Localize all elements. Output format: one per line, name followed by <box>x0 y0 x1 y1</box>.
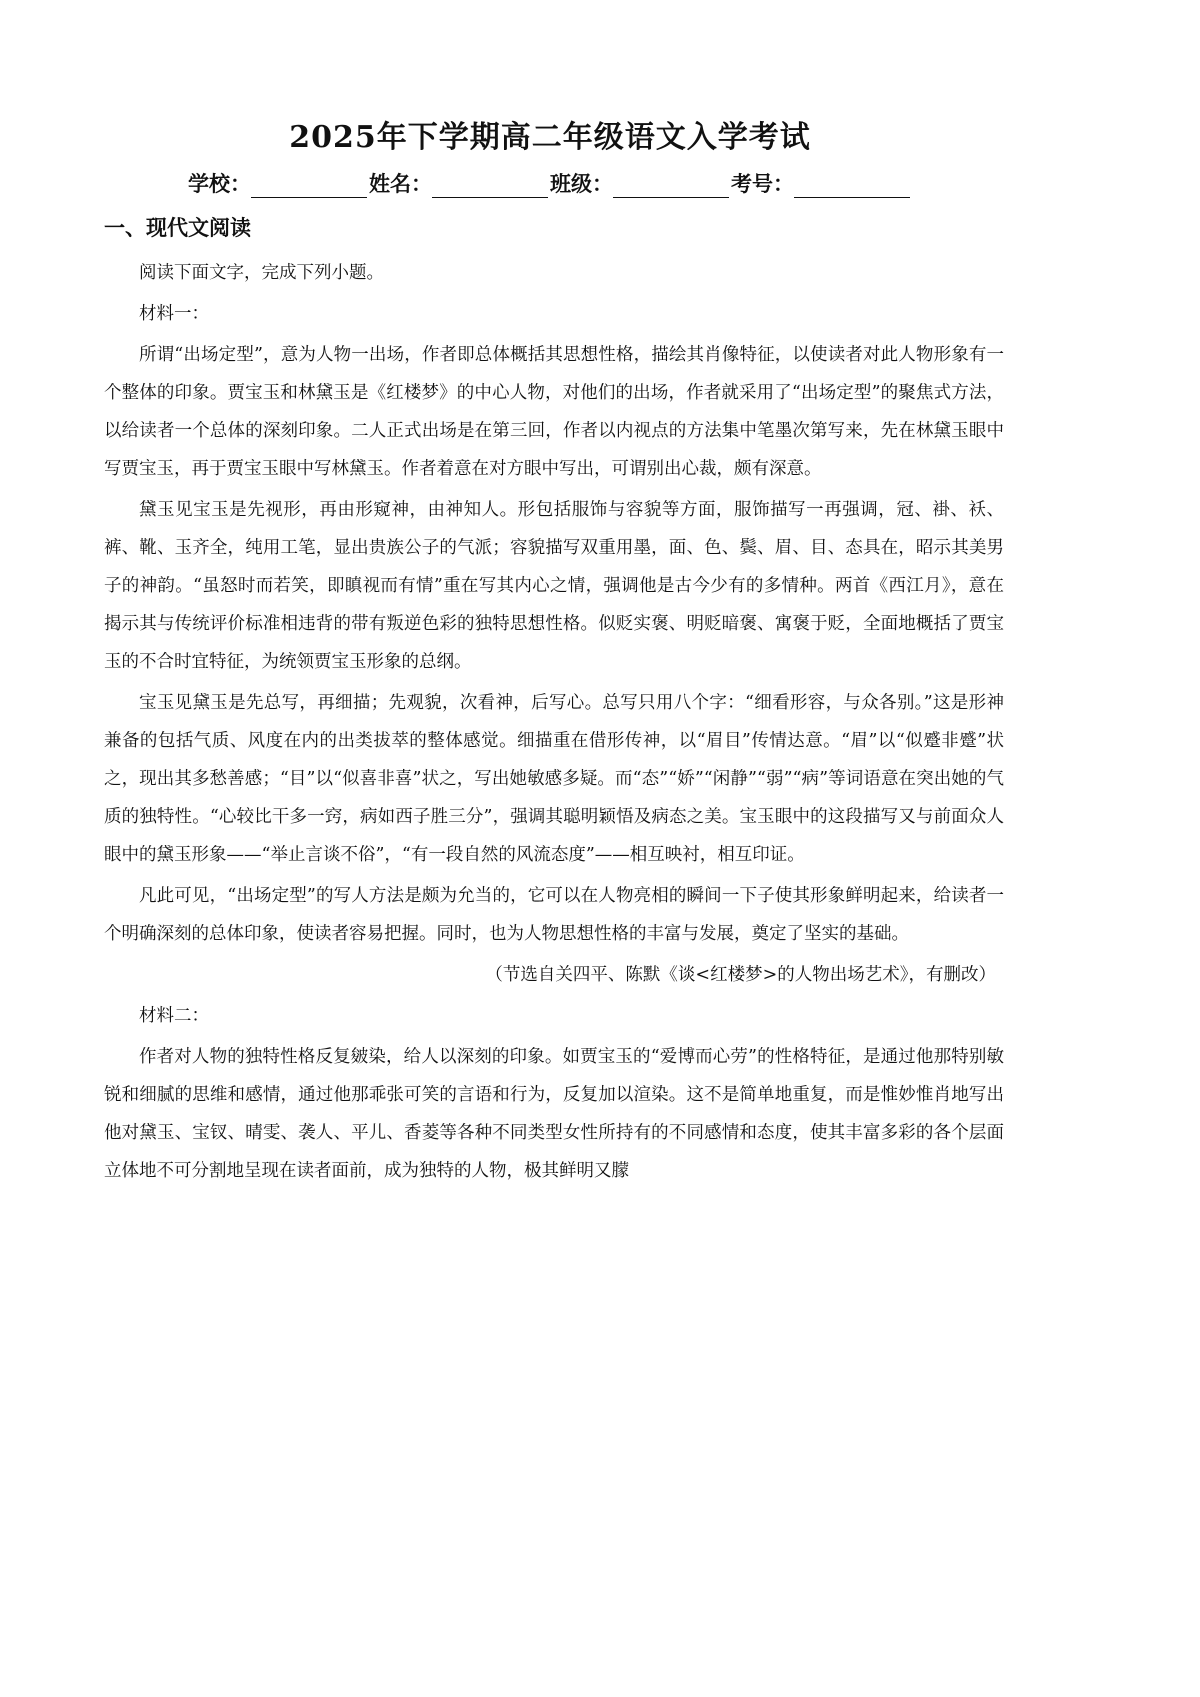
material-1-source: （节选自关四平、陈默《谈<红楼梦>的人物出场艺术》，有删改） <box>485 965 996 985</box>
name-label: 姓名： <box>369 171 432 196</box>
material-2-paragraph: 作者对人物的独特性格反复皴染，给人以深刻的印象。如贾宝玉的“爱博而心劳”的性格特征，是通过他那特别敏锐和细腻的思维和感情，通过他那乖张可笑的言语和行为，反复加以渲染。这不是简单地重复，而是惟妙惟肖地写出他对黛玉、宝钗、晴雯、袭人、平儿、香菱等各种不同类型女性所持有的不同感情和态度，使其丰富多彩的各个层面立体地不可分割地呈现在读者面前，成为独特的人物，极其鲜明又朦 <box>104 1047 1004 1181</box>
material-1-paragraph: 所谓“出场定型”，意为人物一出场，作者即总体概括其思想性格，描绘其肖像特征，以使读者对此人物形象有一个整体的印象。贾宝玉和林黛玉是《红楼梦》的中心人物，对他们的出场，作者就采用了“出场定型”的聚焦式方法，以给读者一个总体的深刻印象。二人正式出场是在第三回，作者以内视点的方法集中笔墨次第写来，先在林黛玉眼中写贾宝玉，再于贾宝玉眼中写林黛玉。作者着意在对方眼中写出，可谓别出心裁，颇有深意。 <box>104 345 1004 479</box>
material-1-paragraph: 宝玉见黛玉是先总写，再细描；先观貌，次看神，后写心。总写只用八个字：“细看形容，与众各别。”这是形神兼备的包括气质、风度在内的出类拔萃的整体感觉。细描重在借形传神，以“眉目”传情达意。“眉”以“似蹙非蹙”状之，现出其多愁善感；“目”以“似喜非喜”状之，写出她敏感多疑。而“态”“娇”“闲静”“弱”“病”等词语意在突出她的气质的独特性。“心较比干多一窍，病如西子胜三分”，强调其聪明颖悟及病态之美。宝玉眼中的这段描写又与前面众人眼中的黛玉形象——“举止言谈不俗”，“有一段自然的风流态度”——相互映衬，相互印证。 <box>104 693 1004 865</box>
student-info-row <box>0 168 1100 198</box>
instruction-text: 阅读下面文字，完成下列小题。 <box>139 263 384 283</box>
section-heading: 一、现代文阅读 <box>104 215 251 240</box>
material-1-label: 材料一： <box>139 304 209 324</box>
material-1-paragraph: 黛玉见宝玉是先视形，再由形窥神，由神知人。形包括服饰与容貌等方面，服饰描写一再强调，冠、褂、袄、裤、靴、玉齐全，纯用工笔，显出贵族公子的气派；容貌描写双重用墨，面、色、鬓、眉、目、态具在，昭示其美男子的神韵。“虽怒时而若笑，即瞋视而有情”重在写其内心之情，强调他是古今少有的多情种。两首《西江月》，意在揭示其与传统评价标准相违背的带有叛逆色彩的独特思想性格。似贬实褒、明贬暗褒、寓褒于贬，全面地概括了贾宝玉的不合时宜特征，为统领贾宝玉形象的总纲。 <box>104 500 1004 672</box>
class-blank[interactable] <box>613 177 729 198</box>
exam-number-field <box>731 168 912 198</box>
school-field <box>188 168 369 198</box>
exam-number-label: 考号： <box>731 171 794 196</box>
school-blank[interactable] <box>251 177 367 198</box>
material-1-paragraph: 凡此可见，“出场定型”的写人方法是颇为允当的，它可以在人物亮相的瞬间一下子使其形象鲜明起来，给读者一个明确深刻的总体印象，使读者容易把握。同时，也为人物思想性格的丰富与发展，奠定了坚实的基础。 <box>104 886 1004 944</box>
school-label: 学校： <box>188 171 251 196</box>
class-field <box>550 168 731 198</box>
reading-passage <box>104 254 1004 1190</box>
name-blank[interactable] <box>432 177 548 198</box>
exam-number-blank[interactable] <box>794 177 910 198</box>
exam-title: 2025年下学期高二年级语文入学考试 <box>289 120 811 155</box>
class-label: 班级： <box>550 171 613 196</box>
name-field <box>369 168 550 198</box>
material-2-label: 材料二： <box>139 1006 209 1026</box>
